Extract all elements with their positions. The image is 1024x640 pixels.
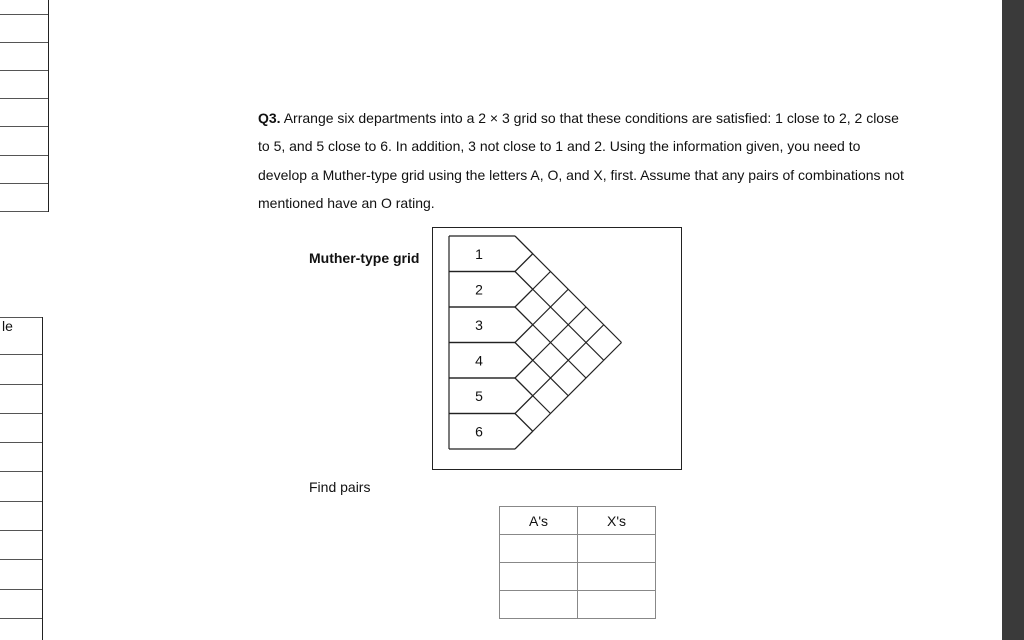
question-body: Arrange six departments into a 2 × 3 grid so that these conditions are satisfied: 1 close to 2, 2 close to 5, and 5 close to 6. In addition, 3 not close to 1 and 2. Using the information given, you need to develop a Muther-type grid using the letters A, O, and X, first. Assume that any pairs of combinations not mentioned have an O rating. bbox=[258, 110, 904, 211]
department-number: 3 bbox=[475, 316, 483, 333]
question-number: Q3. bbox=[258, 110, 281, 126]
table-row bbox=[500, 535, 656, 563]
left-table-fragment-top bbox=[0, 0, 49, 212]
cell-x-pair[interactable] bbox=[578, 591, 656, 619]
question-text bbox=[258, 104, 908, 217]
lattice-line-up bbox=[515, 254, 533, 272]
lattice-line-down bbox=[515, 272, 604, 361]
department-number: 2 bbox=[475, 281, 483, 298]
cell-a-pair[interactable] bbox=[500, 535, 578, 563]
muther-grid-label: Muther-type grid bbox=[309, 250, 420, 266]
table-header-row bbox=[500, 507, 656, 535]
lattice-line-down bbox=[515, 343, 568, 396]
header-x-pairs: X's bbox=[578, 507, 656, 535]
cell-a-pair[interactable] bbox=[500, 563, 578, 591]
department-number: 4 bbox=[475, 352, 483, 369]
left-table-fragment-bottom bbox=[0, 317, 43, 640]
cell-a-pair[interactable] bbox=[500, 591, 578, 619]
table-row bbox=[500, 591, 656, 619]
muther-grid-frame bbox=[432, 227, 682, 470]
find-pairs-table bbox=[499, 506, 656, 619]
cell-x-pair[interactable] bbox=[578, 563, 656, 591]
header-a-pairs: A's bbox=[500, 507, 578, 535]
lattice-line-up bbox=[515, 325, 604, 414]
department-number: 6 bbox=[475, 423, 483, 440]
lattice-line-up bbox=[515, 289, 568, 342]
department-number: 5 bbox=[475, 387, 483, 404]
department-number: 1 bbox=[475, 245, 483, 262]
cell-x-pair[interactable] bbox=[578, 535, 656, 563]
left-table-label: le bbox=[2, 318, 13, 334]
find-pairs-label: Find pairs bbox=[309, 479, 371, 495]
muther-grid-diagram bbox=[433, 228, 681, 469]
vertical-scrollbar[interactable] bbox=[1002, 0, 1024, 640]
table-row bbox=[500, 563, 656, 591]
lattice-line-down bbox=[515, 414, 533, 432]
